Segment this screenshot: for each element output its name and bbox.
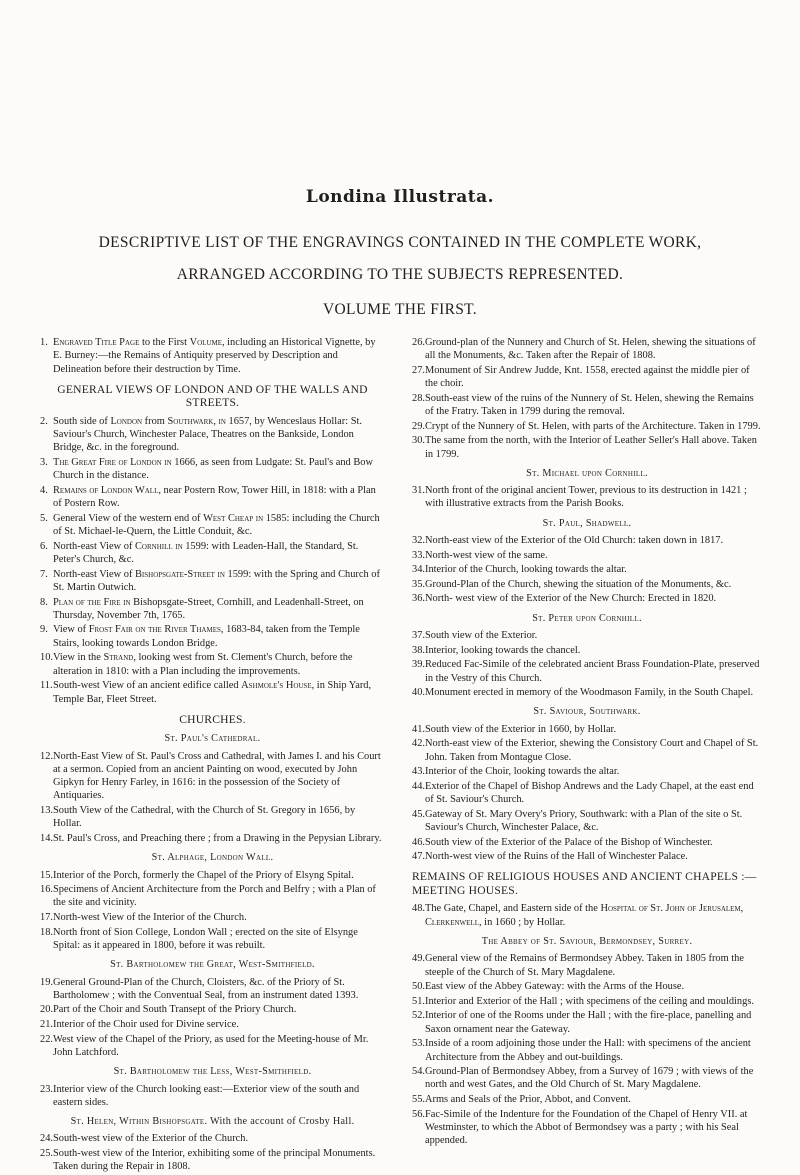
list-item: 29.Crypt of the Nunnery of St. Helen, with parts of the Architecture. Taken in 1799. [412, 420, 761, 432]
list-item: 23.Interior view of the Church looking east:—Exterior view of the south and eastern sides. [40, 1083, 360, 1108]
right-column [412, 336, 762, 1149]
list-item: 11.South-west View of an ancient edifice called Ashmole's House, in Ship Yard, Temple Bar, Fleet Street. [40, 680, 372, 705]
list-item: 45.Gateway of St. Mary Overy's Priory, Southwark: with a Plan of the site o St. Saviour's Church, Winchester Palace, &c. [412, 808, 743, 833]
list-item: 6. North-east View of Cornhill in 1599: with Leaden-Hall, the Standard, St. Peter's Church, &c. [40, 540, 359, 566]
list-item: 17.North-west View of the Interior of the Church. [40, 912, 247, 924]
list-item: 53.Inside of a room adjoining those under the Hall: with specimens of the ancient Architecture from the Abbey and out-buildings. [412, 1038, 751, 1063]
list-item: 39.Reduced Fac-Simile of the celebrated ancient Brass Foundation-Plate, preserved in the Vestry of this Church. [412, 659, 760, 684]
list-item: 34.Interior of the Church, looking towards the altar. [412, 564, 627, 576]
list-item: 42.North-east view of the Exterior, shewing the Consistory Court and Chapel of St. John. Taken from Montague Close. [412, 738, 759, 763]
list-item: 32.North-east view of the Exterior of the Old Church: taken down in 1817. [412, 535, 724, 547]
list-item: 20.Part of the Choir and South Transept of the Priory Church. [40, 1004, 297, 1016]
list-item: 19.General Ground-Plan of the Church, Cloisters, &c. of the Priory of St. Bartholomew ; with the Conventual Seal, from an instrument dated 1393. [40, 976, 359, 1001]
list-item: 25.South-west view of the Interior, exhibiting some of the principal Monuments. Taken during the Repair in 1808. [40, 1147, 376, 1173]
list-item: 55.Arms and Seals of the Prior, Abbot, and Convent. [412, 1094, 631, 1106]
list-item: 8. Plan of the Fire in Bishopsgate-Street, Cornhill, and Leadenhall-Street, on Thursday, November 7th, 1765. [40, 596, 364, 621]
list-item: 33.North-west view of the same. [412, 549, 548, 561]
list-item: 3. The Great Fire of London in 1666, as seen from Ludgate: St. Paul's and Bow Church in the distance. [40, 457, 373, 482]
list-item: 22.West view of the Chapel of the Priory, as used for the Meeting-house of Mr. John Latchford. [40, 1033, 369, 1058]
left-column [40, 336, 385, 1175]
list-item: 52.Interior of one of the Rooms under the Hall ; with the fire-place, panelling and Saxon ornament near the Gateway. [412, 1010, 752, 1035]
list-item: 38.Interior, looking towards the chancel. [412, 644, 581, 656]
heading-descriptive-list: DESCRIPTIVE LIST OF THE ENGRAVINGS CONTAINED IN THE COMPLETE WORK, [98, 234, 702, 251]
list-item: 43.Interior of the Choir, looking towards the altar. [412, 766, 620, 778]
list-item: 18.North front of Sion College, London Wall ; erected on the site of Elsynge Spital: as it appeared in 1800, before it was rebuilt. [40, 926, 358, 951]
subheading-st-helen: St. Helen, Within Bishopsgate. With the account of Crosby Hall. [70, 1116, 355, 1128]
gothic-title: Londina Illustrata. [305, 187, 495, 207]
list-item: 9. View of Frost Fair on the River Thames, 1683-84, taken from the Temple Stairs, looking towards London Bridge. [40, 624, 360, 649]
list-item: 21.Interior of the Choir used for Divine service. [40, 1019, 239, 1031]
heading-volume: VOLUME THE FIRST. [323, 301, 477, 318]
list-item: 37.South view of the Exterior. [412, 630, 538, 642]
subheading-bermondsey-abbey: The Abbey of St. Saviour, Bermondsey, Surrey. [481, 936, 693, 948]
list-item: 4. Remains of London Wall, near Postern Row, Tower Hill, in 1818: with a Plan of Postern Row. [40, 484, 376, 510]
list-item: 44.Exterior of the Chapel of Bishop Andrews and the Lady Chapel, at the east end of St. Saviour's Church. [412, 780, 754, 806]
section-heading-general-views: GENERAL VIEWS OF LONDON AND OF THE WALLS AND STREETS. [57, 382, 368, 410]
subheading-st-bartholomew-great: St. Bartholomew the Great, West-Smithfield. [110, 959, 315, 971]
section-heading-religious-houses: REMAINS OF RELIGIOUS HOUSES AND ANCIENT CHAPELS :— MEETING HOUSES. [412, 870, 757, 897]
list-item: 47.North-west view of the Ruins of the Hall of Winchester Palace. [412, 851, 688, 863]
list-item: 31.North front of the original ancient Tower, previous to its destruction in 1421 ; with illustrative extracts from the Parish Books. [412, 485, 747, 510]
subheading-st-michael: St. Michael upon Cornhill. [526, 467, 648, 479]
list-item: 56.Fac-Simile of the Indenture for the Foundation of the Chapel of Henry VII. at Westminster, to which the Abbot of Bermondsey was a party ; with his Seal appended. [412, 1108, 748, 1147]
list-item: 41.South view of the Exterior in 1660, by Hollar. [412, 723, 617, 735]
list-item: 35.Ground-Plan of the Church, shewing the situation of the Monuments, &c. [412, 578, 732, 590]
list-item: 27.Monument of Sir Andrew Judde, Knt. 1558, erected against the middle pier of the choir. [412, 364, 750, 390]
subheading-st-bartholomew-less: St. Bartholomew the Less, West-Smithfield. [113, 1066, 312, 1078]
list-item: 50.East view of the Abbey Gateway: with the Arms of the House. [412, 981, 685, 993]
list-item: 15.Interior of the Porch, formerly the Chapel of the Priory of Elsyng Spital. [40, 869, 354, 881]
list-item: 40.Monument erected in memory of the Woodmason Family, in the South Chapel. [412, 687, 754, 699]
subheading-st-pauls: St. Paul's Cathedral. [164, 733, 261, 745]
list-item: 49.General view of the Remains of Bermondsey Abbey. Taken in 1805 from the steeple of the Church of St. Mary Magdalene. [412, 953, 744, 978]
subheading-st-saviour: St. Saviour, Southwark. [533, 706, 641, 718]
subheading-st-alphage: St. Alphage, London Wall. [151, 852, 274, 864]
list-item: 5. General View of the western end of West Cheap in 1585: including the Church of St. Michael-le-Quern, the Little Conduit, &c. [40, 512, 380, 538]
list-item: 48.The Gate, Chapel, and Eastern side of the Hospital of St. John of Jerusalem, Clerkenwell, in 1660 ; by Hollar. [412, 903, 744, 928]
list-item: 16.Specimens of Ancient Architecture from the Porch and Belfry ; with a Plan of the site and vicinity. [40, 884, 376, 909]
list-item: 10.View in the Strand, looking west from St. Clement's Church, before the alteration in 1810: with a Plan including the improvements. [40, 652, 353, 677]
subheading-st-peter: St. Peter upon Cornhill. [532, 612, 642, 624]
list-item: 26.Ground-plan of the Nunnery and Church of St. Helen, shewing the situations of all the Monuments, &c. Taken after the Repair of 1808. [412, 337, 756, 362]
list-item: 54.Ground-Plan of Bermondsey Abbey, from a Survey of 1679 ; with views of the north and west Gates, and the Old Church of St. Mary Magdalene. [412, 1066, 754, 1091]
list-item: 51.Interior and Exterior of the Hall ; with specimens of the ceiling and mouldings. [412, 995, 754, 1007]
list-item: 36.North- west view of the Exterior of the New Church: Erected in 1820. [412, 593, 717, 605]
list-item: 1. Engraved Title Page to the First Volume, including an Historical Vignette, by E. Burney:—the Remains of Antiquity preserved by Description and Delineation before their destruction by Time. [40, 337, 376, 375]
list-item: 7. North-east View of Bishopsgate-Street in 1599: with the Spring and Church of St. Martin Outwich. [40, 568, 380, 593]
section-heading-churches: CHURCHES. [179, 712, 246, 726]
list-item: 30.The same from the north, with the Interior of Leather Seller's Hall above. Taken in 1799. [412, 435, 757, 460]
heading-arranged: ARRANGED ACCORDING TO THE SUBJECTS REPRESENTED. [176, 266, 624, 283]
subheading-st-paul-shadwell: St. Paul, Shadwell. [542, 517, 632, 529]
list-item: 24.South-west view of the Exterior of the Church. [40, 1133, 249, 1145]
list-item: 12.North-East View of St. Paul's Cross and Cathedral, with James I. and his Court at a sermon. Copied from an ancient Painting on wood, executed by John Gipkyn for Henry Farley, in 1616: in the possession of the Society of Antiquaries. [40, 750, 381, 802]
list-item: 2. South side of London from Southwark, in 1657, by Wenceslaus Hollar: St. Saviour's Church, Winchester Palace, Theatres on the Bankside, London Bridge, &c. in the foreground. [40, 415, 362, 454]
list-item: 46.South view of the Exterior of the Palace of the Bishop of Winchester. [412, 836, 713, 848]
list-item: 13.South View of the Cathedral, with the Church of St. Gregory in 1656, by Hollar. [40, 805, 356, 830]
list-item: 14.St. Paul's Cross, and Preaching there ; from a Drawing in the Pepysian Library. [40, 832, 382, 844]
list-item: 28.South-east view of the ruins of the Nunnery of St. Helen, shewing the Remains of the Fratry. Taken in 1799 during the removal. [412, 392, 754, 418]
